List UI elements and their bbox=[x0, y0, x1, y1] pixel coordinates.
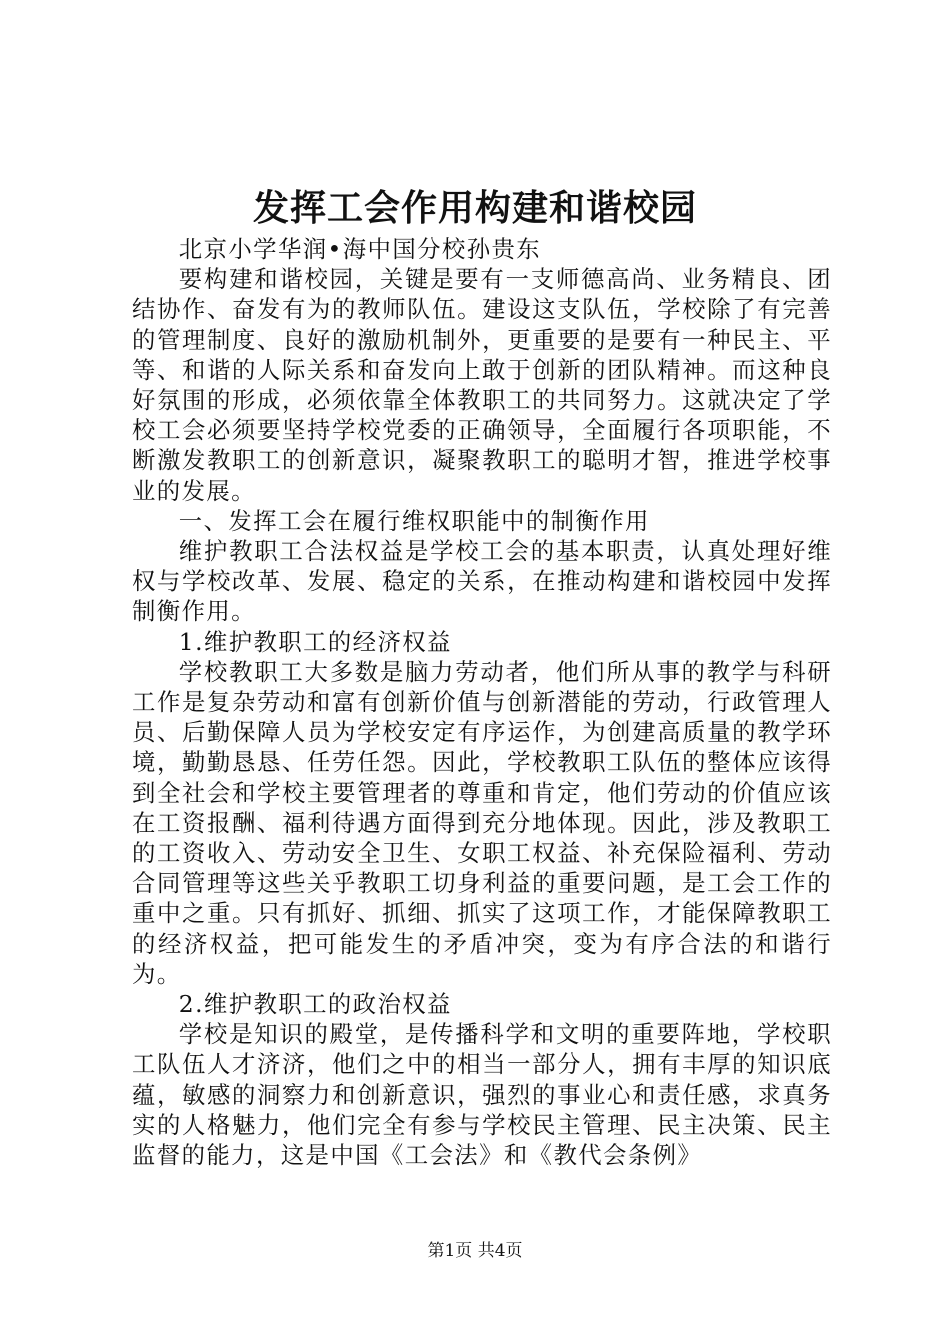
paragraph: 学校是知识的殿堂，是传播科学和文明的重要阵地，学校职工队伍人才济济，他们之中的相当一部分人，拥有丰厚的知识底蕴，敏感的洞察力和创新意识，强烈的事业心和责任感，求真务实的人格魅力，他们完全有参与学校民主管理、民主决策、民主监督的能力，这是中国《工会法》和《教代会条例》 bbox=[132, 1020, 832, 1170]
page-footer: 第1页 共4页 bbox=[427, 1241, 523, 1261]
paragraph: 要构建和谐校园，关键是要有一支师德高尚、业务精良、团结协作、奋发有为的教师队伍。建设这支队伍，学校除了有完善的管理制度、良好的激励机制外，更重要的是要有一种民主、平等、和谐的人际关系和奋发向上敢于创新的团队精神。而这种良好氛围的形成，必须依靠全体教职工的共同努力。这就决定了学校工会必须要坚持学校党委的正确领导，全面履行各项职能，不断激发教职工的创新意识，凝聚教职工的聪明才智，推进学校事业的发展。 bbox=[132, 265, 832, 505]
document-title: 发挥工会作用构建和谐校园 bbox=[252, 187, 697, 229]
section-heading: 一、发挥工会在履行维权职能中的制衡作用 bbox=[178, 506, 650, 535]
paragraph: 维护教职工合法权益是学校工会的基本职责，认真处理好维权与学校改革、发展、稳定的关系，在推动构建和谐校园中发挥制衡作用。 bbox=[132, 537, 832, 626]
author-line: 北京小学华润•海中国分校孙贵东 bbox=[178, 235, 542, 263]
document-body bbox=[132, 234, 832, 1170]
subsection-heading: 2.维护教职工的政治权益 bbox=[178, 990, 452, 1019]
subsection-heading: 1.维护教职工的经济权益 bbox=[178, 627, 452, 656]
paragraph: 学校教职工大多数是脑力劳动者，他们所从事的教学与科研工作是复杂劳动和富有创新价值与创新潜能的劳动，行政管理人员、后勤保障人员为学校安定有序运作，为创建高质量的教学环境，勤勤恳恳、任劳任怨。因此，学校教职工队伍的整体应该得到全社会和学校主要管理者的尊重和肯定，他们劳动的价值应该在工资报酬、福利待遇方面得到充分地体现。因此，涉及教职工的工资收入、劳动安全卫生、女职工权益、补充保险福利、劳动合同管理等这些关乎教职工切身利益的重要问题，是工会工作的重中之重。只有抓好、抓细、抓实了这项工作，才能保障教职工的经济权益，把可能发生的矛盾冲突，变为有序合法的和谐行为。 bbox=[132, 657, 832, 988]
